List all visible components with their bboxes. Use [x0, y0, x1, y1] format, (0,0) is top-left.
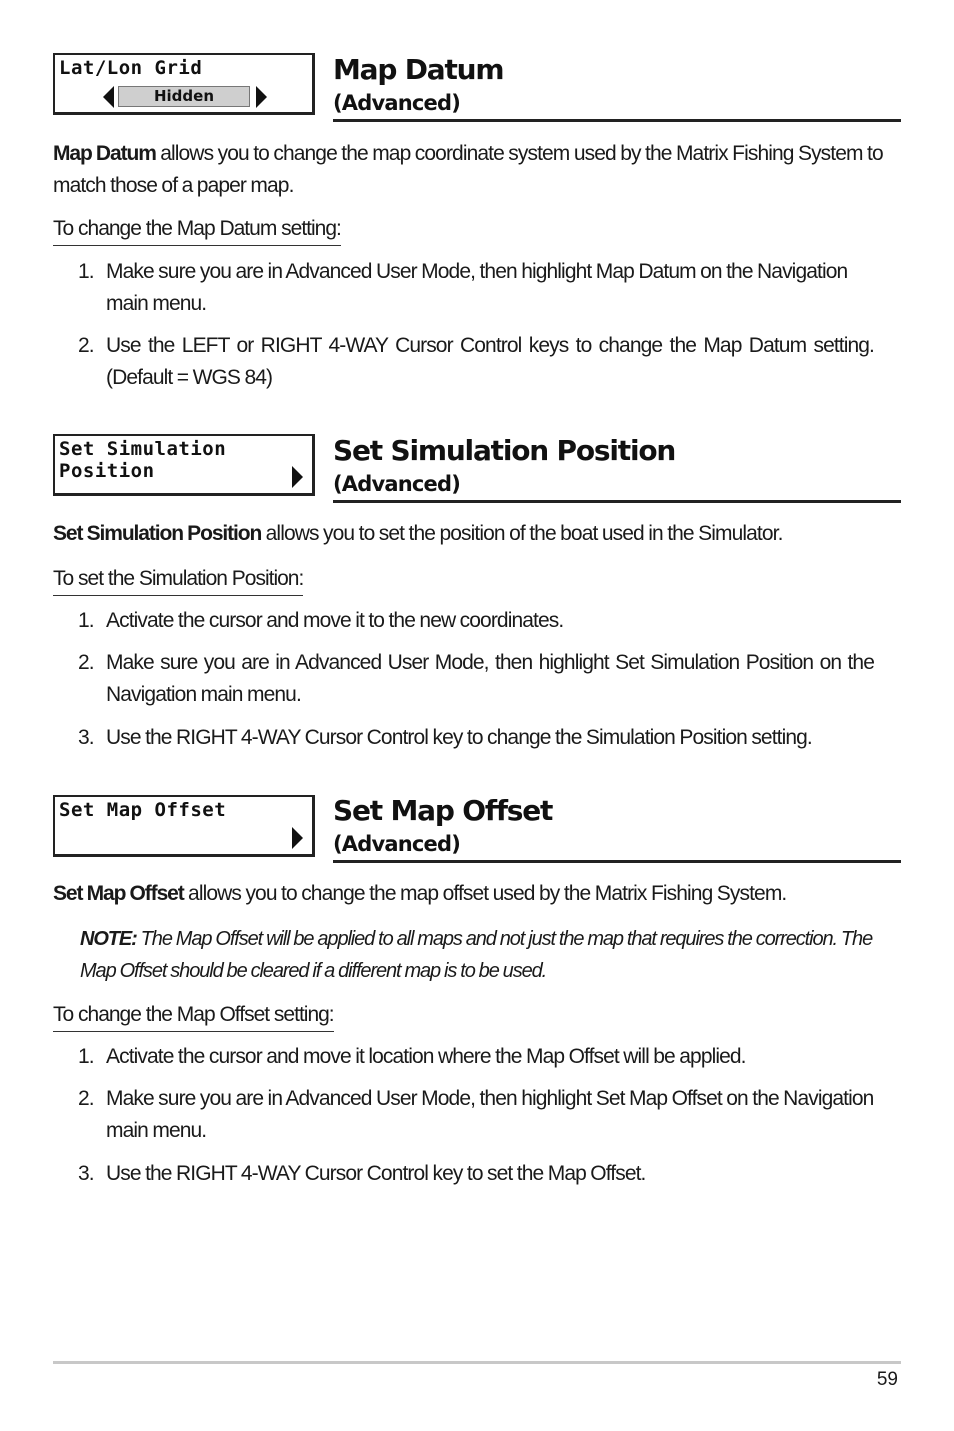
arrow-left-icon — [103, 86, 114, 108]
procedure-heading: To change the Map Datum setting: — [53, 213, 341, 246]
intro-paragraph — [53, 518, 901, 550]
step-number: 1. — [78, 1045, 94, 1068]
step-number: 3. — [78, 1162, 94, 1185]
arrow-right-icon — [256, 86, 267, 108]
list-item — [78, 330, 874, 394]
list-item — [78, 722, 874, 754]
menu-widget-title: Set Map Offset — [59, 799, 227, 821]
step-number: 2. — [78, 334, 94, 357]
menu-widget-title: Lat/Lon Grid — [59, 57, 203, 79]
step-text: Activate the cursor and move it location where the Map Offset will be applied. — [106, 1045, 746, 1068]
section-subtitle: (Advanced) — [333, 832, 461, 856]
intro-paragraph — [53, 138, 901, 202]
step-text: Use the LEFT or RIGHT 4-WAY Cursor Control keys to change the Map Datum setting. (Default = WGS 84) — [106, 334, 874, 389]
section-title: Set Map Offset — [333, 794, 553, 827]
section-subtitle: (Advanced) — [333, 472, 461, 496]
menu-widget-value: Hidden — [118, 86, 250, 107]
list-item — [78, 647, 874, 711]
section-heading-set-simulation-position — [333, 433, 901, 503]
note-paragraph — [80, 923, 880, 987]
step-text: Use the RIGHT 4-WAY Cursor Control key to set the Map Offset. — [106, 1162, 646, 1185]
step-number: 1. — [78, 609, 94, 632]
step-number: 3. — [78, 726, 94, 749]
step-number: 2. — [78, 651, 94, 674]
intro-term: Set Map Offset — [53, 882, 184, 905]
section-title: Set Simulation Position — [333, 434, 676, 467]
lat-lon-grid-menu-widget — [53, 53, 315, 115]
arrow-right-icon — [292, 827, 303, 849]
note-label: NOTE: — [80, 928, 137, 950]
intro-text: allows you to change the map offset used by the Matrix Fishing System. — [183, 882, 787, 905]
menu-widget-title: Set Simulation Position — [59, 438, 227, 482]
note-text: The Map Offset will be applied to all maps and not just the map that requires the correction. The Map Offset should be cleared if a different map is to be used. — [80, 928, 873, 982]
intro-paragraph — [53, 878, 901, 910]
intro-text: allows you to change the map coordinate system used by the Matrix Fishing System to match those of a paper map. — [53, 142, 883, 197]
section-heading-map-datum — [333, 52, 901, 122]
set-simulation-position-menu-widget — [53, 434, 315, 496]
list-item — [78, 1041, 874, 1073]
set-map-offset-menu-widget — [53, 795, 315, 857]
intro-term: Set Simulation Position — [53, 522, 262, 545]
section-heading-set-map-offset — [333, 793, 901, 863]
intro-text: allows you to set the position of the boat used in the Simulator. — [261, 522, 783, 545]
procedure-heading: To set the Simulation Position: — [53, 563, 303, 596]
list-item — [78, 605, 874, 637]
step-number: 1. — [78, 260, 94, 283]
step-text: Make sure you are in Advanced User Mode, then highlight Set Map Offset on the Navigation main menu. — [106, 1087, 874, 1142]
step-text: Activate the cursor and move it to the new coordinates. — [106, 609, 564, 632]
step-text: Make sure you are in Advanced User Mode, then highlight Map Datum on the Navigation main menu. — [106, 260, 848, 315]
list-item — [78, 256, 874, 320]
list-item — [78, 1083, 874, 1147]
arrow-right-icon — [292, 466, 303, 488]
section-subtitle: (Advanced) — [333, 91, 461, 115]
intro-term: Map Datum — [53, 142, 156, 165]
step-number: 2. — [78, 1087, 94, 1110]
footer-divider — [53, 1361, 901, 1364]
procedure-heading: To change the Map Offset setting: — [53, 999, 334, 1032]
list-item — [78, 1158, 874, 1190]
page-number: 59 — [876, 1369, 898, 1390]
step-text: Use the RIGHT 4-WAY Cursor Control key to change the Simulation Position setting. — [106, 726, 812, 749]
step-text: Make sure you are in Advanced User Mode, then highlight Set Simulation Position on the Navigation main menu. — [106, 651, 874, 706]
section-title: Map Datum — [333, 53, 504, 86]
